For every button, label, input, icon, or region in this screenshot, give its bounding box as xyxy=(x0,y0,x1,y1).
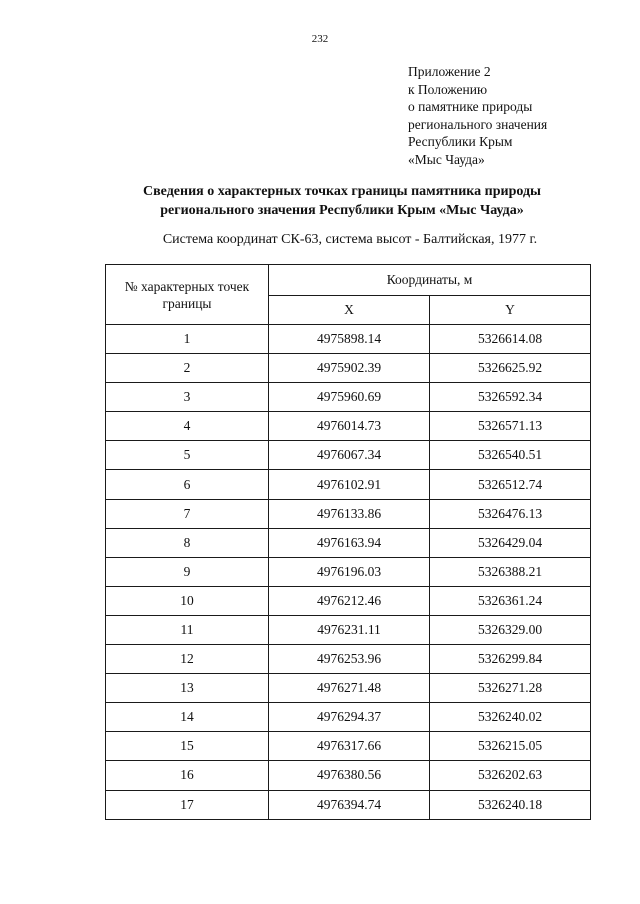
appendix-line: Приложение 2 xyxy=(408,64,491,79)
x-coordinate-cell: 4976196.03 xyxy=(269,557,430,586)
point-number-cell: 12 xyxy=(106,645,269,674)
table-row xyxy=(106,790,591,819)
document-title xyxy=(0,182,640,220)
appendix-line: регионального значения xyxy=(408,116,548,132)
point-number-cell: 5 xyxy=(106,441,269,470)
y-coordinate-cell: 5326240.18 xyxy=(430,790,591,819)
table-row xyxy=(106,586,591,615)
appendix-line: о памятнике природы xyxy=(408,99,533,114)
header-coordinates: Координаты, м xyxy=(269,265,591,296)
header-y: Y xyxy=(430,296,591,325)
table-row xyxy=(106,674,591,703)
y-coordinate-cell: 5326512.74 xyxy=(430,470,591,499)
y-coordinate-cell: 5326329.00 xyxy=(430,615,591,644)
appendix-note xyxy=(408,63,547,168)
table-row xyxy=(106,732,591,761)
table-row xyxy=(106,703,591,732)
y-coordinate-cell: 5326571.13 xyxy=(430,412,591,441)
title-line-2: регионального значения Республики Крым «Мыс Чауда» xyxy=(160,203,524,218)
y-coordinate-cell: 5326215.05 xyxy=(430,732,591,761)
header-x: X xyxy=(269,296,430,325)
y-coordinate-cell: 5326625.92 xyxy=(430,354,591,383)
coordinate-system-note: Система координат СК-63, система высот - Балтийская, 1977 г. xyxy=(162,232,538,247)
point-number-cell: 1 xyxy=(106,325,269,354)
x-coordinate-cell: 4976102.91 xyxy=(269,470,430,499)
y-coordinate-cell: 5326614.08 xyxy=(430,325,591,354)
point-number-cell: 6 xyxy=(106,470,269,499)
x-coordinate-cell: 4976394.74 xyxy=(269,790,430,819)
table-row xyxy=(106,645,591,674)
table-row xyxy=(106,761,591,790)
table-row xyxy=(106,615,591,644)
y-coordinate-cell: 5326429.04 xyxy=(430,528,591,557)
x-coordinate-cell: 4975960.69 xyxy=(269,383,430,412)
point-number-cell: 13 xyxy=(106,674,269,703)
appendix-line: Республики Крым xyxy=(408,134,513,149)
appendix-line: «Мыс Чауда» xyxy=(408,151,485,167)
x-coordinate-cell: 4976014.73 xyxy=(269,412,430,441)
table-row xyxy=(106,412,591,441)
y-coordinate-cell: 5326240.02 xyxy=(430,703,591,732)
point-number-cell: 16 xyxy=(106,761,269,790)
point-number-cell: 17 xyxy=(106,790,269,819)
x-coordinate-cell: 4976294.37 xyxy=(269,703,430,732)
y-coordinate-cell: 5326299.84 xyxy=(430,645,591,674)
point-number-cell: 9 xyxy=(106,557,269,586)
y-coordinate-cell: 5326592.34 xyxy=(430,383,591,412)
x-coordinate-cell: 4976231.11 xyxy=(269,615,430,644)
table-row xyxy=(106,441,591,470)
x-coordinate-cell: 4975898.14 xyxy=(269,325,430,354)
point-number-cell: 14 xyxy=(106,703,269,732)
x-coordinate-cell: 4976317.66 xyxy=(269,732,430,761)
point-number-cell: 4 xyxy=(106,412,269,441)
point-number-cell: 2 xyxy=(106,354,269,383)
coordinates-table-body xyxy=(106,325,591,820)
point-number-cell: 3 xyxy=(106,383,269,412)
header-point-number: № характерных точек границы xyxy=(106,265,269,325)
point-number-cell: 8 xyxy=(106,528,269,557)
x-coordinate-cell: 4976253.96 xyxy=(269,645,430,674)
point-number-cell: 10 xyxy=(106,586,269,615)
y-coordinate-cell: 5326476.13 xyxy=(430,499,591,528)
page-number: 232 xyxy=(311,33,329,45)
table-row xyxy=(106,557,591,586)
point-number-cell: 15 xyxy=(106,732,269,761)
appendix-line: к Положению xyxy=(408,81,488,97)
y-coordinate-cell: 5326202.63 xyxy=(430,761,591,790)
x-coordinate-cell: 4975902.39 xyxy=(269,354,430,383)
y-coordinate-cell: 5326388.21 xyxy=(430,557,591,586)
x-coordinate-cell: 4976133.86 xyxy=(269,499,430,528)
table-row xyxy=(106,499,591,528)
y-coordinate-cell: 5326361.24 xyxy=(430,586,591,615)
x-coordinate-cell: 4976271.48 xyxy=(269,674,430,703)
title-line-1: Сведения о характерных точках границы памятника природы xyxy=(143,184,541,199)
coordinates-table xyxy=(105,264,591,820)
table-row xyxy=(106,470,591,499)
x-coordinate-cell: 4976212.46 xyxy=(269,586,430,615)
x-coordinate-cell: 4976380.56 xyxy=(269,761,430,790)
y-coordinate-cell: 5326540.51 xyxy=(430,441,591,470)
x-coordinate-cell: 4976163.94 xyxy=(269,528,430,557)
table-row xyxy=(106,528,591,557)
point-number-cell: 7 xyxy=(106,499,269,528)
table-row xyxy=(106,383,591,412)
point-number-cell: 11 xyxy=(106,615,269,644)
x-coordinate-cell: 4976067.34 xyxy=(269,441,430,470)
y-coordinate-cell: 5326271.28 xyxy=(430,674,591,703)
table-row xyxy=(106,325,591,354)
table-row xyxy=(106,354,591,383)
